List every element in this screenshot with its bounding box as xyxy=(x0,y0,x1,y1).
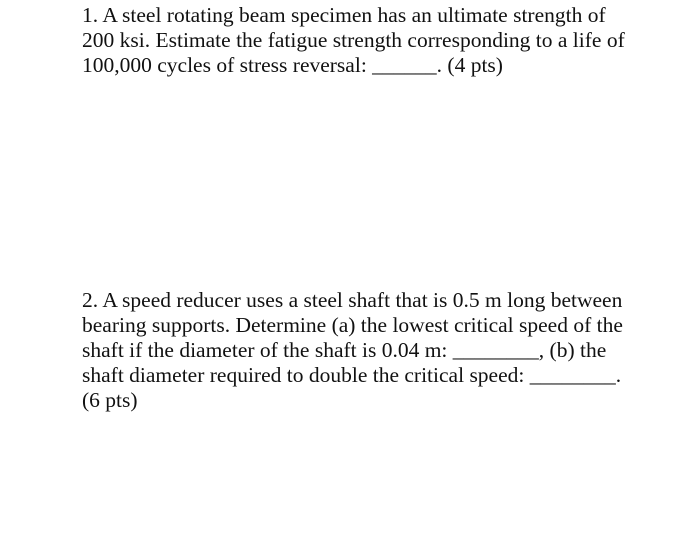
question-2-line-1: 2. A speed reducer uses a steel shaft that is 0.5 m long between xyxy=(82,288,623,312)
question-2-line-3: shaft if the diameter of the shaft is 0.04 m: ________, (b) the xyxy=(82,338,607,362)
question-2-line-5: (6 pts) xyxy=(82,388,138,412)
question-1-line-2: 200 ksi. Estimate the fatigue strength corresponding to a life of xyxy=(82,28,625,52)
question-2-line-4: shaft diameter required to double the critical speed: ________. xyxy=(82,363,622,387)
question-2 xyxy=(82,288,623,413)
question-1-line-1: 1. A steel rotating beam specimen has an ultimate strength of xyxy=(82,3,606,27)
question-2-line-2: bearing supports. Determine (a) the lowest critical speed of the xyxy=(82,313,623,337)
question-1-line-3: 100,000 cycles of stress reversal: ______. (4 pts) xyxy=(82,53,503,77)
question-1 xyxy=(82,3,625,78)
